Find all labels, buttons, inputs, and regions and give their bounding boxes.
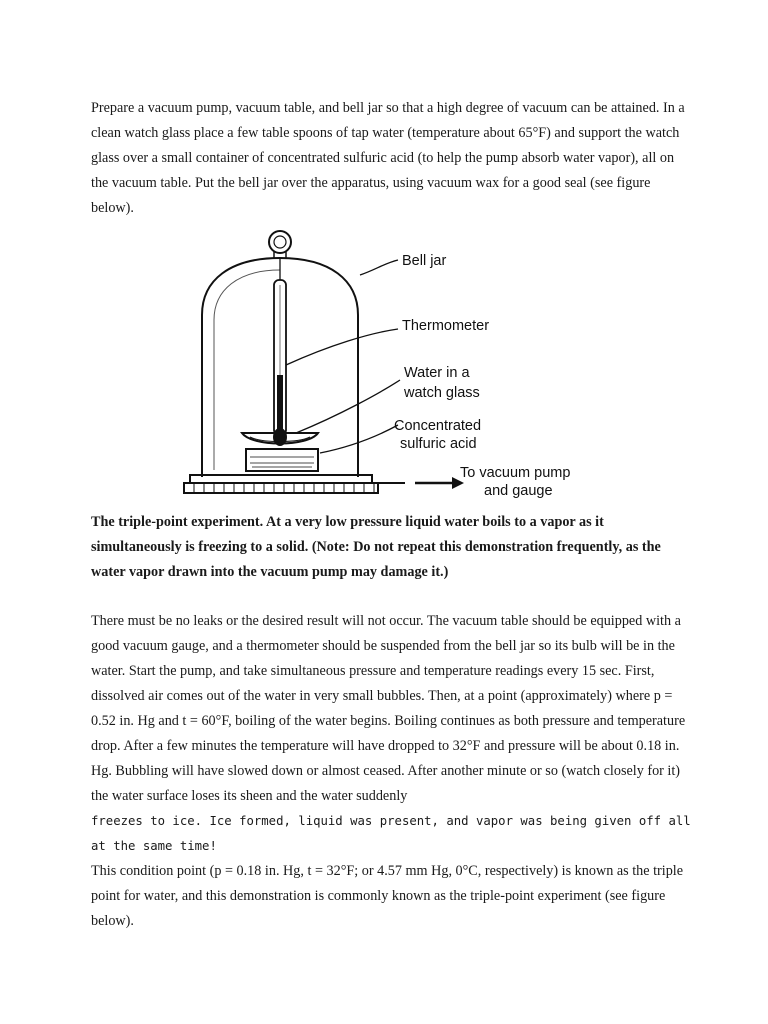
body-paragraph [91, 609, 691, 934]
bell-jar-diagram [180, 225, 590, 505]
label-thermometer: Thermometer [402, 318, 490, 334]
label-pump-line2: and gauge [484, 483, 553, 499]
figure-caption: The triple-point experiment. At a very low pressure liquid water boils to a vapor as it simultaneously is freezing to a solid. (Note: Do not repeat this demonstration frequently, as the water vapor drawn into the vacuum pump may damage it.) [91, 514, 661, 580]
body-text-part1: There must be no leaks or the desired result will not occur. The vacuum table should be equipped with a good vacuum gauge, and a thermometer should be suspended from the bell jar so its bulb will be in the water. Start the pump, and take simultaneous pressure and temperature readings every 15 sec. First, dissolved air comes out of the water in very small bubbles. Then, at a point (approximately) where p = 0.52 in. Hg and t = 60°F, boiling of the water begins. Boiling continues as both pressure and temperature drop. After a few minutes the temperature will have dropped to 32°F and pressure will be about 0.18 in. Hg. Bubbling will have slowed down or almost ceased. After another minute or so (watch closely for it) the water surface loses its sheen and the water suddenly [91, 613, 686, 804]
vacuum-table [190, 475, 372, 483]
label-water-line2: watch glass [404, 385, 480, 401]
intro-paragraph: Prepare a vacuum pump, vacuum table, and bell jar so that a high degree of vacuum can be attained. In a clean watch glass place a few table spoons of tap water (temperature about 65°F) and support the watch glass over a small container of concentrated sulfuric acid (to help the pump absorb water vapor), all on the vacuum table. Put the bell jar over the apparatus, using vacuum wax for a good seal (see figure below). [91, 100, 685, 216]
body-text-handwritten: freezes to ice. Ice formed, liquid was present, and vapor was being given off all at the same time! [91, 814, 691, 853]
label-acid-line1: Concentrated [394, 418, 482, 434]
label-pump-line1: To vacuum pump [460, 465, 571, 481]
label-acid-line2: sulfuric acid [400, 436, 477, 452]
bell-jar-knob [269, 231, 291, 253]
body-text-part3: This condition point (p = 0.18 in. Hg, t = 32°F; or 4.57 mm Hg, 0°C, respectively) is known as the triple point for water, and this demonstration is commonly known as the triple-point experiment (see figure below). [91, 863, 684, 929]
acid-container [246, 449, 318, 471]
bell-jar-figure [180, 225, 590, 505]
label-water-line1: Water in a [404, 365, 470, 381]
label-bell-jar: Bell jar [402, 253, 447, 269]
